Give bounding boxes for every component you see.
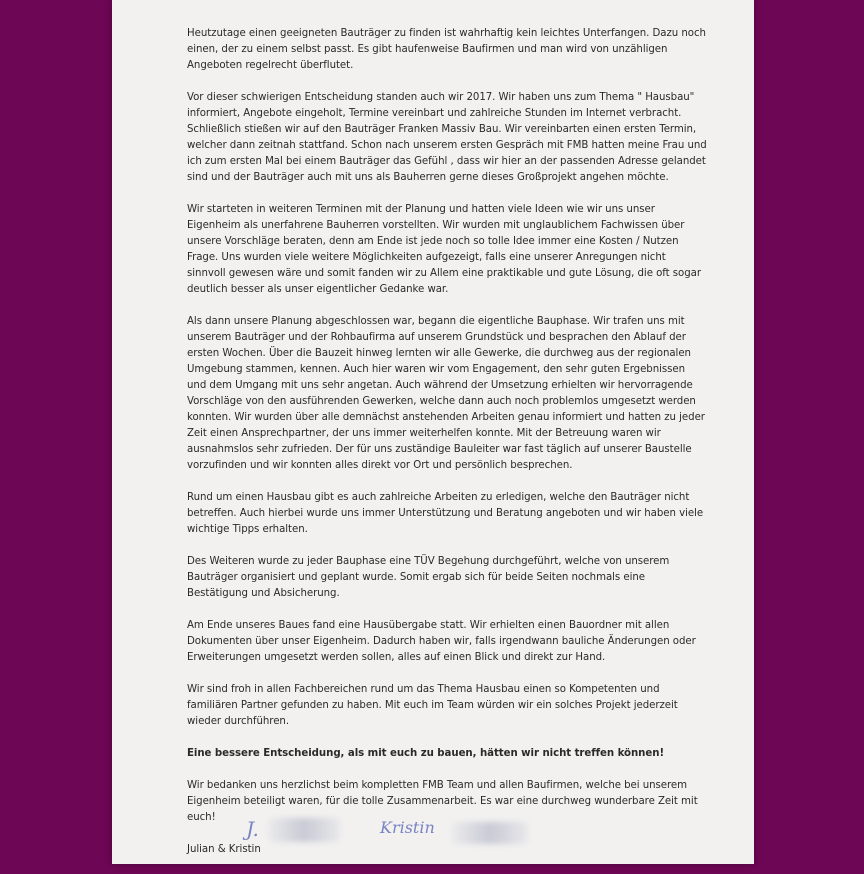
- paragraph-construction: Als dann unsere Planung abgeschlossen war, begann die eigentliche Bauphase. Wir trafen uns mit unserem Bauträger und der Rohbaufirma auf unserem Grundstück und besprachen den Ablauf der ersten Wochen. Über die Bauzeit hinweg lernten wir alle Gewerke, die durchweg aus der regionalen Umgebung stammen, kennen. Auch hier waren wir vom Engagement, den sehr guten Ergebnissen und dem Umgang mit uns sehr angetan. Auch während der Umsetzung erhielten wir hervorragende Vorschläge von den ausführenden Gewerken, welche dann auch noch problemlos umgesetzt werden konnten. Wir wurden über alle demnächst anstehenden Arbeiten genau informiert und hatten zu jeder Zeit einen Ansprechpartner, der uns immer weiterhelfen konnte. Mit der Betreuung waren wir ausnahmslos sehr zufrieden. Der für uns zuständige Bauleiter war fast täglich auf unserer Baustelle vorzufinden und wir konnten alles direkt vor Ort und persönlich besprechen.: [187, 316, 705, 471]
- signature-kristin: Kristin: [380, 818, 435, 837]
- signoff-names: Julian & Kristin: [187, 844, 261, 855]
- paragraph-decision: Vor dieser schwierigen Entscheidung standen auch wir 2017. Wir haben uns zum Thema " Hausbau" informiert, Angebote eingeholt, Termine vereinbart und zahlreiche Stunden im Internet verbracht. Schließlich stießen wir auf den Bauträger Franken Massiv Bau. Wir vereinbarten einen ersten Termin, welcher dann zeitnah stattfand. Schon nach unserem ersten Gespräch mit FMB hatten meine Frau und ich zum ersten Mal bei einem Bauträger das Gefühl , dass wir hier an der passenden Adresse gelandet sind und der Bauträger auch mit uns als Bauherren gerne dieses Großprojekt angehen möchte.: [187, 92, 707, 183]
- paragraph-partner: Wir sind froh in allen Fachbereichen rund um das Thema Hausbau einen so Kompetenten und familiären Partner gefunden zu haben. Mit euch im Team würden wir ein solches Projekt jederzeit wieder durchführen.: [187, 684, 678, 727]
- signature-julian: J.: [246, 817, 259, 841]
- paragraph-handover: Am Ende unseres Baues fand eine Hausübergabe statt. Wir erhielten einen Bauordner mit allen Dokumenten über unser Eigenheim. Dadurch haben wir, falls irgendwann bauliche Änderungen oder Erweiterungen umgesetzt werden sollen, alles auf einen Blick und direkt zur Hand.: [187, 620, 696, 663]
- handwritten-signatures: [242, 812, 582, 852]
- paragraph-tuev: Des Weiteren wurde zu jeder Bauphase eine TÜV Begehung durchgeführt, welche von unserem Bauträger organisiert und geplant wurde. Somit ergab sich für beide Seiten nochmals eine Bestätigung und Absicherung.: [187, 556, 670, 599]
- redacted-signature-blur: [268, 818, 340, 842]
- letter-page: [112, 0, 754, 864]
- paragraph-intro: Heutzutage einen geeigneten Bauträger zu finden ist wahrhaftig kein leichtes Unterfangen. Dazu noch einen, der zu einem selbst passt. Es gibt haufenweise Baufirmen und man wird von unzähligen Angeboten regelrecht überflutet.: [187, 28, 706, 71]
- redacted-signature-blur: [452, 822, 528, 844]
- paragraph-support: Rund um einen Hausbau gibt es auch zahlreiche Arbeiten zu erledigen, welche den Bauträger nicht betreffen. Auch hierbei wurde uns immer Unterstützung und Beratung angeboten und wir haben viele wichtige Tipps erhalten.: [187, 492, 704, 535]
- paragraph-thanks: Wir bedanken uns herzlichst beim kompletten FMB Team und allen Baufirmen, welche bei unserem Eigenheim beteiligt waren, für die tolle Zusammenarbeit. Es war eine durchweg wunderbare Zeit mit euch!: [187, 780, 698, 823]
- paragraph-planning: Wir starteten in weiteren Terminen mit der Planung und hatten viele Ideen wie wir uns unser Eigenheim als unerfahrene Bauherren vorstellten. Wir wurden mit unglaublichem Fachwissen über unsere Vorschläge beraten, denn am Ende ist jede noch so tolle Idee immer eine Kosten / Nutzen Frage. Uns wurden viele weitere Möglichkeiten aufgezeigt, falls eine unserer Anregungen nicht sinnvoll gewesen wäre und somit fanden wir zu Allem eine praktikable und gute Lösung, die oft sogar deutlich besser als unser eigentlicher Gedanke war.: [187, 204, 701, 295]
- letter-body: [187, 26, 707, 874]
- bold-statement: Eine bessere Entscheidung, als mit euch zu bauen, hätten wir nicht treffen können!: [187, 748, 665, 759]
